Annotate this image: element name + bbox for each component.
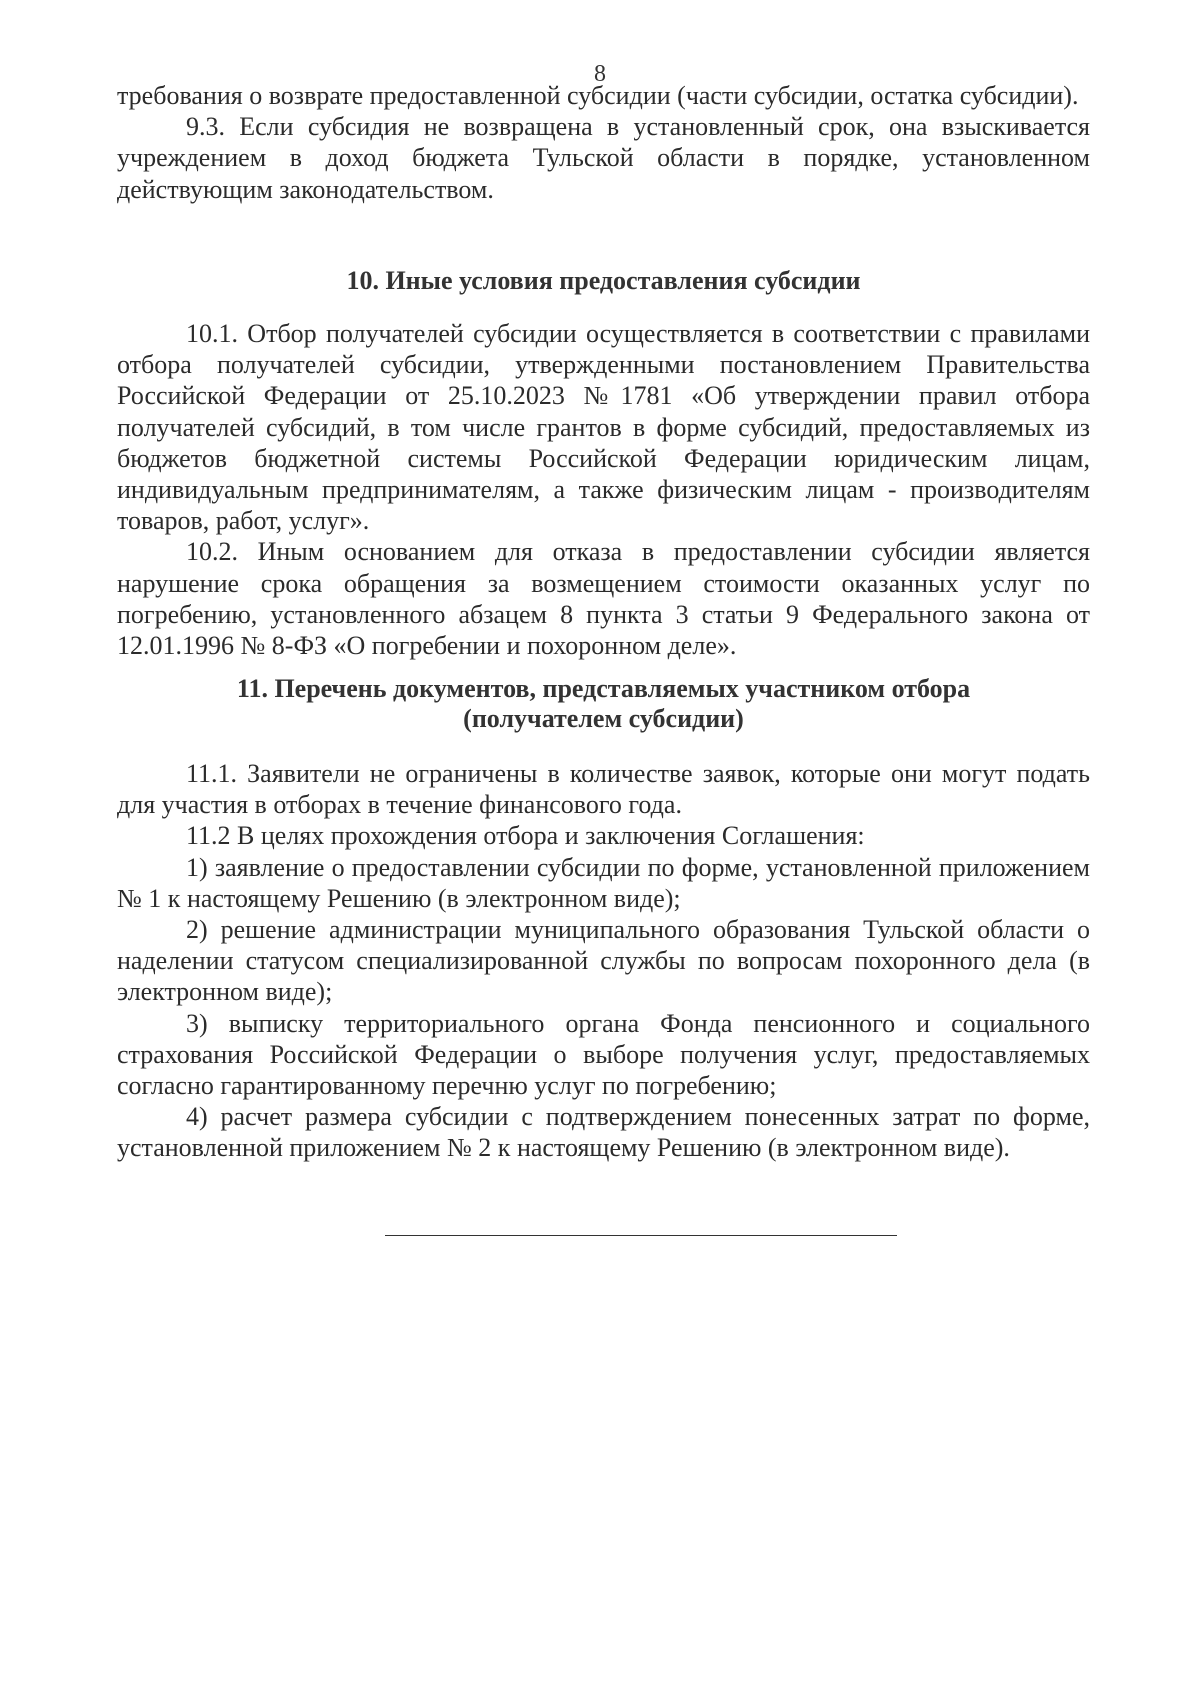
continuation-text [117,80,1090,205]
list-item-4: 4) расчет размера субсидии с подтверждением понесенных затрат по форме, установленной приложением № 2 к настоящему Решению (в электронном виде). [117,1102,1090,1163]
section-11-heading-line-2: (получателем субсидии) [463,704,744,733]
paragraph: требования о возврате предоставленной субсидии (части субсидии, остатка субсидии). [117,81,1079,110]
page-number: 8 [594,61,606,87]
paragraph-11-1: 11.1. Заявители не ограничены в количестве заявок, которые они могут подать для участия в отборах в течение финансового года. [117,759,1090,820]
paragraph-9-3: 9.3. Если субсидия не возвращена в установленный срок, она взыскивается учреждением в доход бюджета Тульской области в порядке, установленном действующим законодательством. [117,112,1090,204]
section-11-body [117,758,1090,1164]
paragraph-10-2: 10.2. Иным основанием для отказа в предоставлении субсидии является нарушение срока обращения за возмещением стоимости оказанных услуг по погребению, установленного абзацем 8 пункта 3 статьи 9 Федерального закона от 12.01.1996 № 8-ФЗ «О погребении и похоронном деле». [117,537,1090,661]
paragraph-10-1: 10.1. Отбор получателей субсидии осуществляется в соответствии с правилами отбора получателей субсидии, утвержденными постановлением Правительства Российской Федерации от 25.10.2023 №1781 «Об утверждении правил отбора получателей субсидий, в том числе грантов в форме субсидий, предоставляемых из бюджетов бюджетной системы Российской Федерации юридическим лицам, индивидуальным предпринимателям, а также физическим лицам - производителям товаров, работ, услуг». [117,319,1090,536]
list-item-3: 3) выписку территориального органа Фонда пенсионного и социального страхования Российской Федерации о выборе получения услуг, предоставляемых согласно гарантированному перечню услуг по погребению; [117,1008,1090,1101]
section-11-heading [117,674,1090,734]
section-10-heading: 10. Иные условия предоставления субсидии [346,266,861,295]
list-item-1: 1) заявление о предоставлении субсидии по форме, установленной приложением № 1 к настоящему Решению (в электронном виде); [117,852,1090,913]
paragraph-11-2: 11.2 В целях прохождения отбора и заключения Соглашения: [186,821,865,851]
end-divider [385,1235,897,1236]
section-11-heading-line-1: 11. Перечень документов, представляемых участником отбора [236,674,971,703]
list-item-2: 2) решение администрации муниципального образования Тульской области о наделении статусом специализированной службы по вопросам похоронного дела (в электронном виде); [117,915,1090,1007]
section-10-body [117,318,1090,661]
